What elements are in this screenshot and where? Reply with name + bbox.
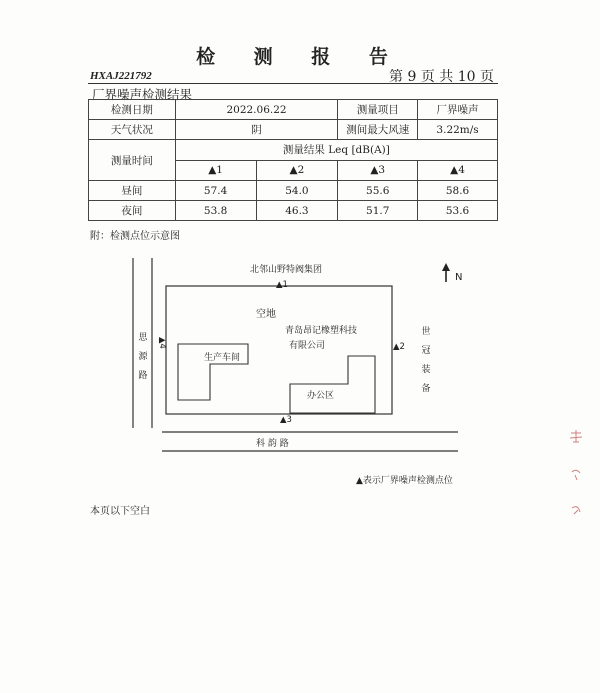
point-2: ▲2: [393, 342, 405, 352]
date-label: 检测日期: [89, 100, 176, 120]
weather-value: 阴: [175, 120, 338, 140]
report-code: HXAJ221792: [90, 70, 152, 82]
report-title: 检 测 报 告: [196, 46, 404, 68]
legend: ▲表示厂界噪声检测点位: [356, 476, 453, 486]
point-header: ▲3: [338, 160, 418, 181]
road-south-label: 科 韵 路: [256, 439, 289, 449]
cell-value: 53.6: [418, 201, 498, 221]
cell-value: 51.7: [338, 201, 418, 221]
time-label: 测量时间: [89, 140, 176, 181]
signature: [566, 428, 586, 538]
row-label: 夜间: [89, 201, 176, 221]
cell-value: 55.6: [338, 181, 418, 201]
point-3: ▲3: [280, 415, 292, 425]
point-header: ▲2: [256, 160, 338, 181]
item-value: 厂界噪声: [418, 100, 498, 120]
company-name-line2: 有限公司: [289, 341, 326, 351]
wind-value: 3.22m/s: [418, 120, 498, 140]
road-west-label: 思 源 路: [138, 333, 148, 381]
item-label: 测量项目: [338, 100, 418, 120]
north-neighbor: 北邻山野特阀集团: [250, 265, 323, 275]
empty-lot-label: 空地: [256, 309, 276, 320]
east-neighbor-label: 世 冠 装 备: [421, 327, 431, 394]
page-indicator: 第 9 页 共 10 页: [389, 69, 494, 85]
point-4: ▲4: [156, 337, 167, 349]
cell-value: 58.6: [418, 181, 498, 201]
results-header: 测量结果 Leq [dB(A)]: [175, 140, 497, 161]
row-label: 昼间: [89, 181, 176, 201]
office-label: 办公区: [307, 391, 335, 401]
office-building: [290, 356, 375, 413]
cell-value: 57.4: [175, 181, 256, 201]
site-boundary: [166, 286, 392, 414]
cell-value: 46.3: [256, 201, 338, 221]
workshop-label: 生产车间: [204, 353, 241, 363]
wind-label: 测间最大风速: [338, 120, 418, 140]
date-value: 2022.06.22: [175, 100, 338, 120]
company-name-line1: 青岛昂记橡塑科技: [285, 326, 358, 336]
cell-value: 53.8: [175, 201, 256, 221]
weather-label: 天气状况: [89, 120, 176, 140]
cell-value: 54.0: [256, 181, 338, 201]
north-label: N: [455, 272, 463, 283]
north-arrow-head: [442, 263, 450, 271]
point-header: ▲1: [175, 160, 256, 181]
diagram-note: 附：检测点位示意图: [90, 231, 180, 242]
blank-note: 本页以下空白: [90, 506, 150, 517]
point-1: ▲1: [276, 280, 288, 290]
section-title: 厂界噪声检测结果: [92, 87, 193, 102]
point-header: ▲4: [418, 160, 498, 181]
